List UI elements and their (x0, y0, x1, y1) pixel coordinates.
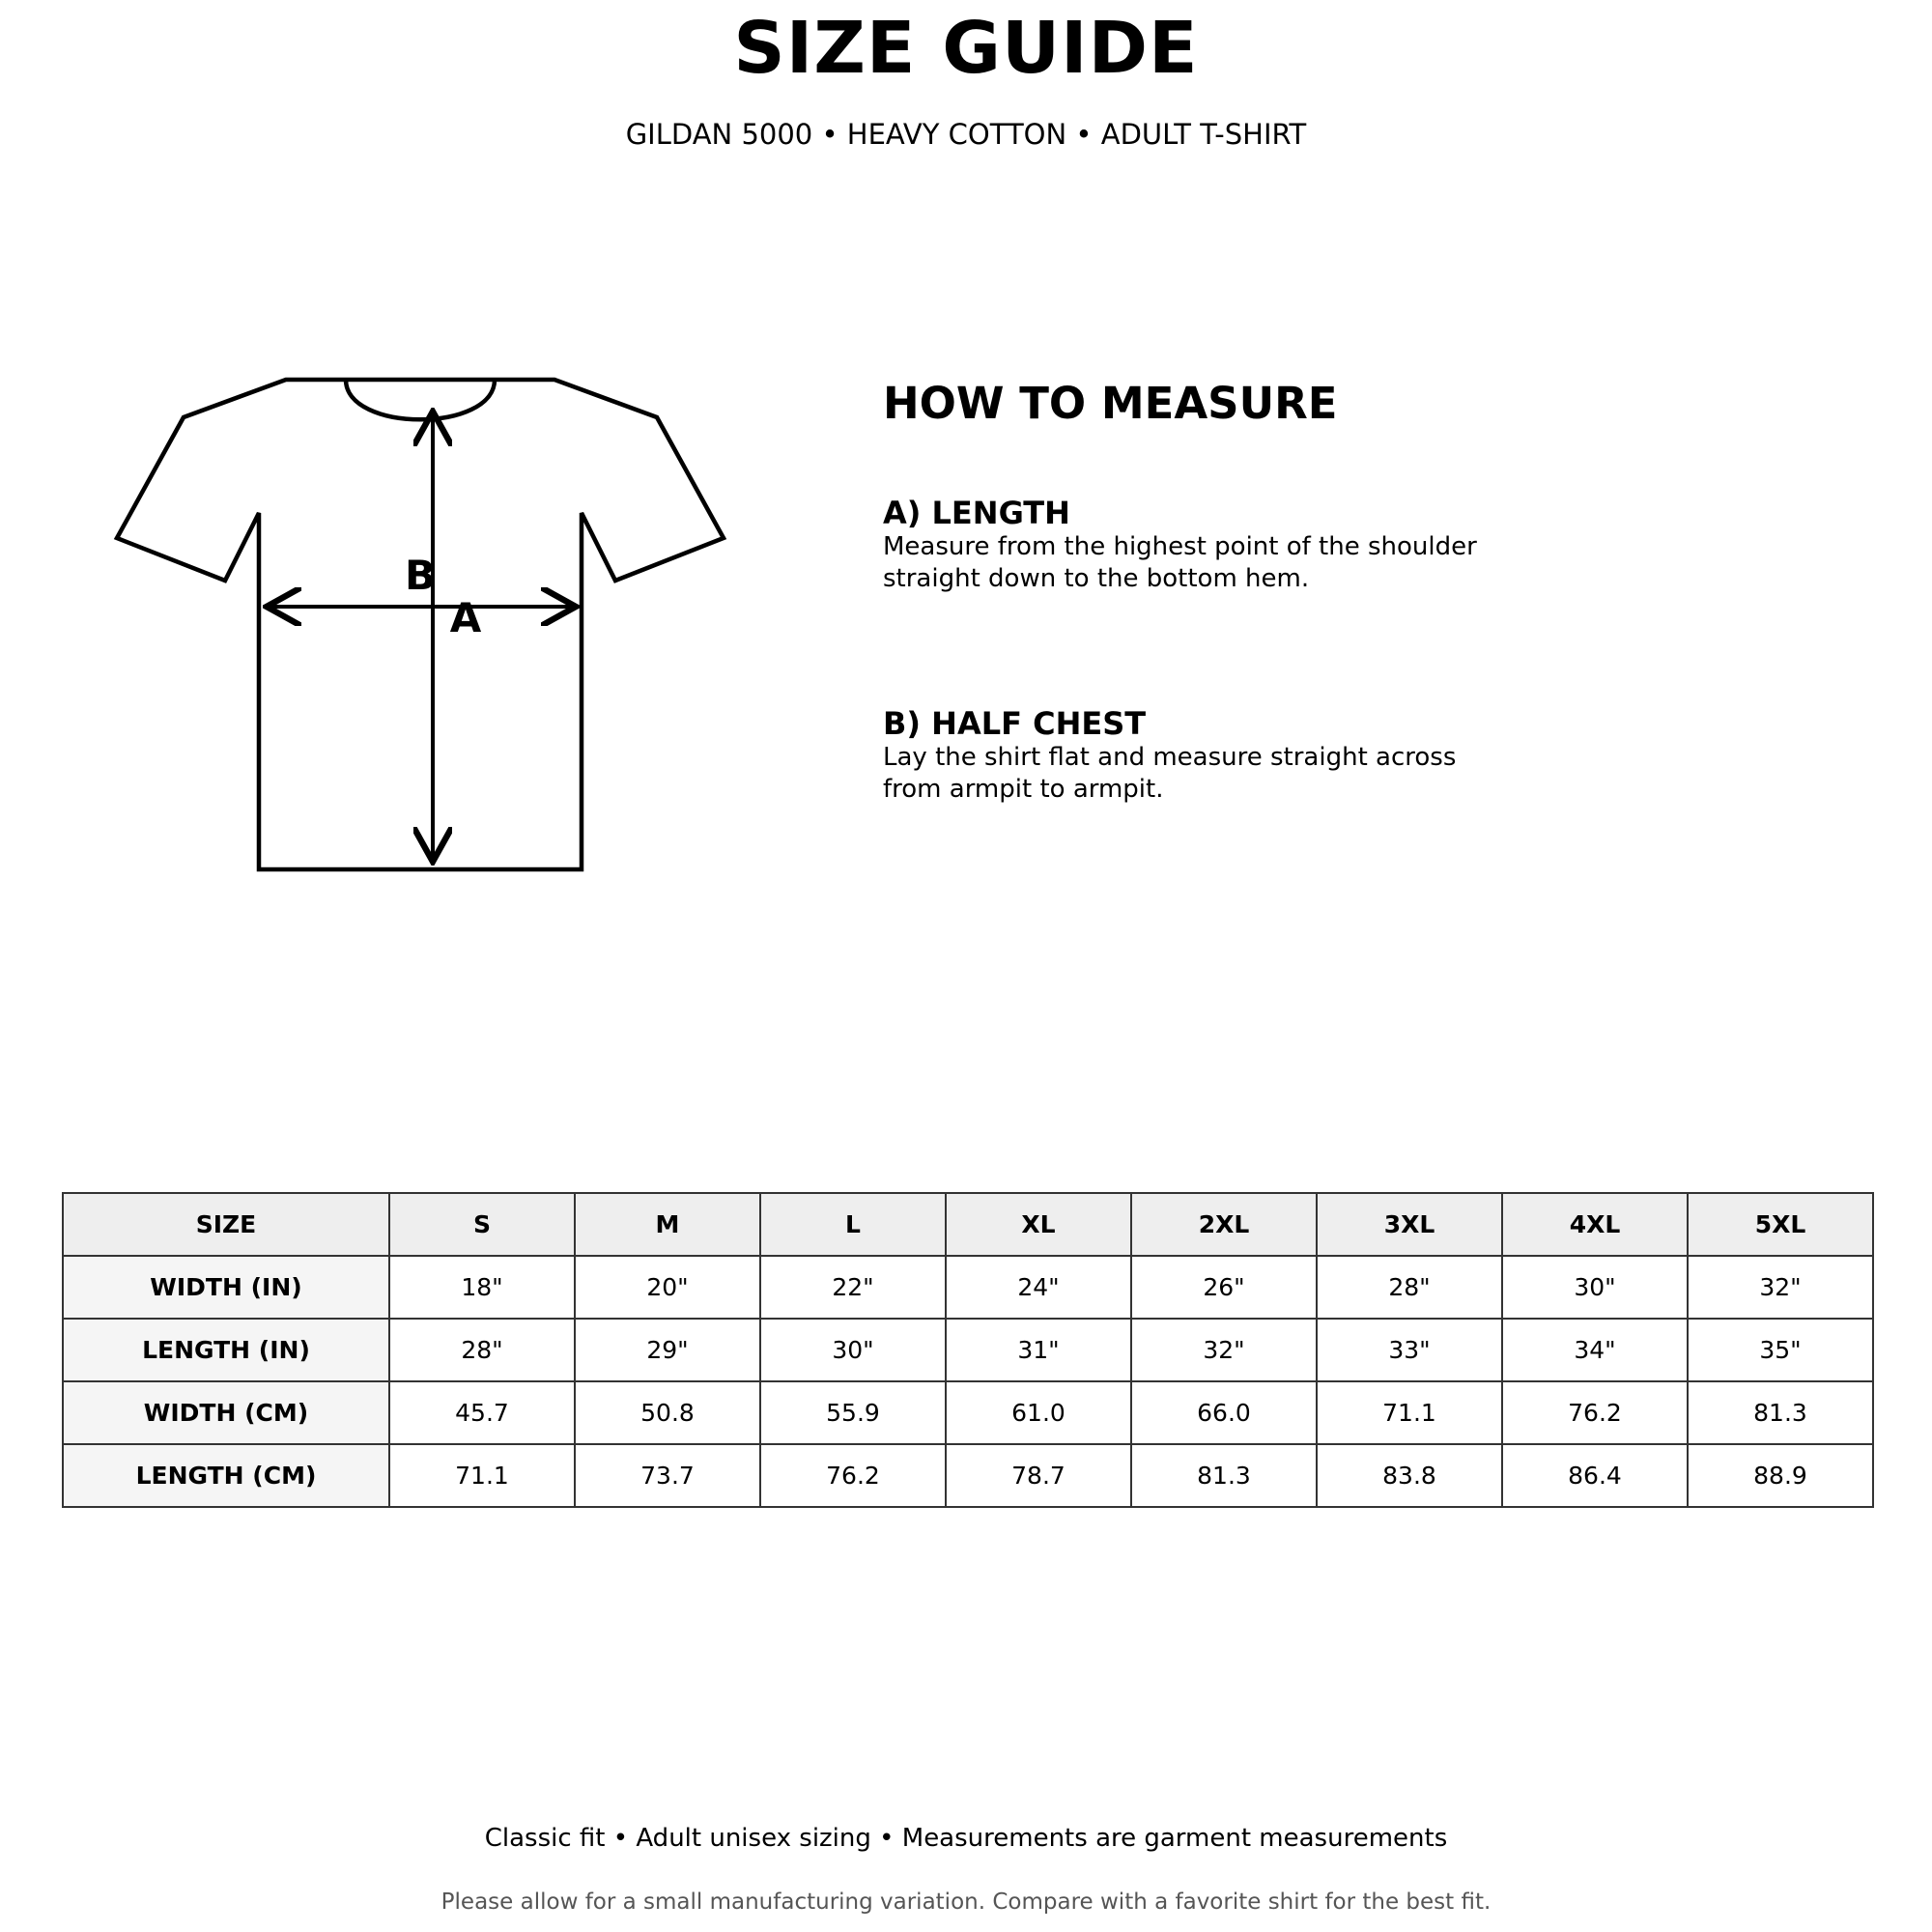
row-label-cell: WIDTH (IN) (63, 1256, 389, 1319)
table-cell: 22" (760, 1256, 946, 1319)
fit-note: Classic fit • Adult unisex sizing • Measurements are garment measurements (484, 1824, 1448, 1853)
table-header-cell: L (760, 1193, 946, 1256)
table-cell: 29" (575, 1319, 760, 1381)
table-row (63, 1444, 1873, 1507)
page-title: SIZE GUIDE (733, 7, 1199, 90)
table-row (63, 1256, 1873, 1319)
table-cell: 28" (1317, 1256, 1502, 1319)
table-row (63, 1319, 1873, 1381)
table-cell: 76.2 (1502, 1381, 1688, 1444)
table-cell: 24" (946, 1256, 1131, 1319)
table-header-cell: 2XL (1131, 1193, 1317, 1256)
table-header-cell: 4XL (1502, 1193, 1688, 1256)
diagram-label-b: B (404, 552, 437, 599)
table-cell: 73.7 (575, 1444, 760, 1507)
table-cell: 81.3 (1131, 1444, 1317, 1507)
length-description: Measure from the highest point of the shoulder straight down to the bottom hem. (883, 532, 1477, 593)
tshirt-measurement-diagram (97, 367, 753, 889)
page-subtitle: GILDAN 5000 • HEAVY COTTON • ADULT T-SHIRT (625, 118, 1307, 151)
table-cell: 30" (1502, 1256, 1688, 1319)
table-cell: 86.4 (1502, 1444, 1688, 1507)
table-cell: 66.0 (1131, 1381, 1317, 1444)
table-cell: 33" (1317, 1319, 1502, 1381)
table-cell: 55.9 (760, 1381, 946, 1444)
table-cell: 76.2 (760, 1444, 946, 1507)
row-label-cell: LENGTH (IN) (63, 1319, 389, 1381)
how-to-measure-panel (883, 377, 1849, 804)
row-label-cell: LENGTH (CM) (63, 1444, 389, 1507)
half-chest-description: Lay the shirt flat and measure straight across from armpit to armpit. (883, 743, 1457, 804)
table-header-cell: SIZE (63, 1193, 389, 1256)
table-header-cell: 5XL (1688, 1193, 1873, 1256)
table-cell: 61.0 (946, 1381, 1131, 1444)
table-header-row (63, 1193, 1873, 1256)
diagram-label-a: A (449, 594, 482, 641)
length-instructions (883, 495, 1849, 595)
table-cell: 30" (760, 1319, 946, 1381)
table-cell: 81.3 (1688, 1381, 1873, 1444)
length-title: A) LENGTH (883, 495, 1070, 531)
table-cell: 18" (389, 1256, 575, 1319)
table-cell: 71.1 (389, 1444, 575, 1507)
table-cell: 71.1 (1317, 1381, 1502, 1444)
table-row (63, 1381, 1873, 1444)
table-cell: 31" (946, 1319, 1131, 1381)
table-cell: 35" (1688, 1319, 1873, 1381)
table-header-cell: S (389, 1193, 575, 1256)
table-cell: 34" (1502, 1319, 1688, 1381)
row-label-cell: WIDTH (CM) (63, 1381, 389, 1444)
table-cell: 26" (1131, 1256, 1317, 1319)
table-cell: 45.7 (389, 1381, 575, 1444)
table-cell: 88.9 (1688, 1444, 1873, 1507)
table-cell: 32" (1688, 1256, 1873, 1319)
size-chart-table (62, 1192, 1874, 1508)
table-cell: 28" (389, 1319, 575, 1381)
half-chest-instructions (883, 705, 1849, 806)
table-header-cell: 3XL (1317, 1193, 1502, 1256)
table-cell: 50.8 (575, 1381, 760, 1444)
table-cell: 20" (575, 1256, 760, 1319)
table-cell: 32" (1131, 1319, 1317, 1381)
table-cell: 83.8 (1317, 1444, 1502, 1507)
table-header-cell: M (575, 1193, 760, 1256)
table-header-cell: XL (946, 1193, 1131, 1256)
half-chest-title: B) HALF CHEST (883, 705, 1147, 742)
how-to-measure-heading: HOW TO MEASURE (883, 378, 1338, 429)
table-cell: 78.7 (946, 1444, 1131, 1507)
variation-disclaimer: Please allow for a small manufacturing variation. Compare with a favorite shirt for the best fit. (440, 1889, 1492, 1915)
tshirt-outline (117, 380, 724, 869)
